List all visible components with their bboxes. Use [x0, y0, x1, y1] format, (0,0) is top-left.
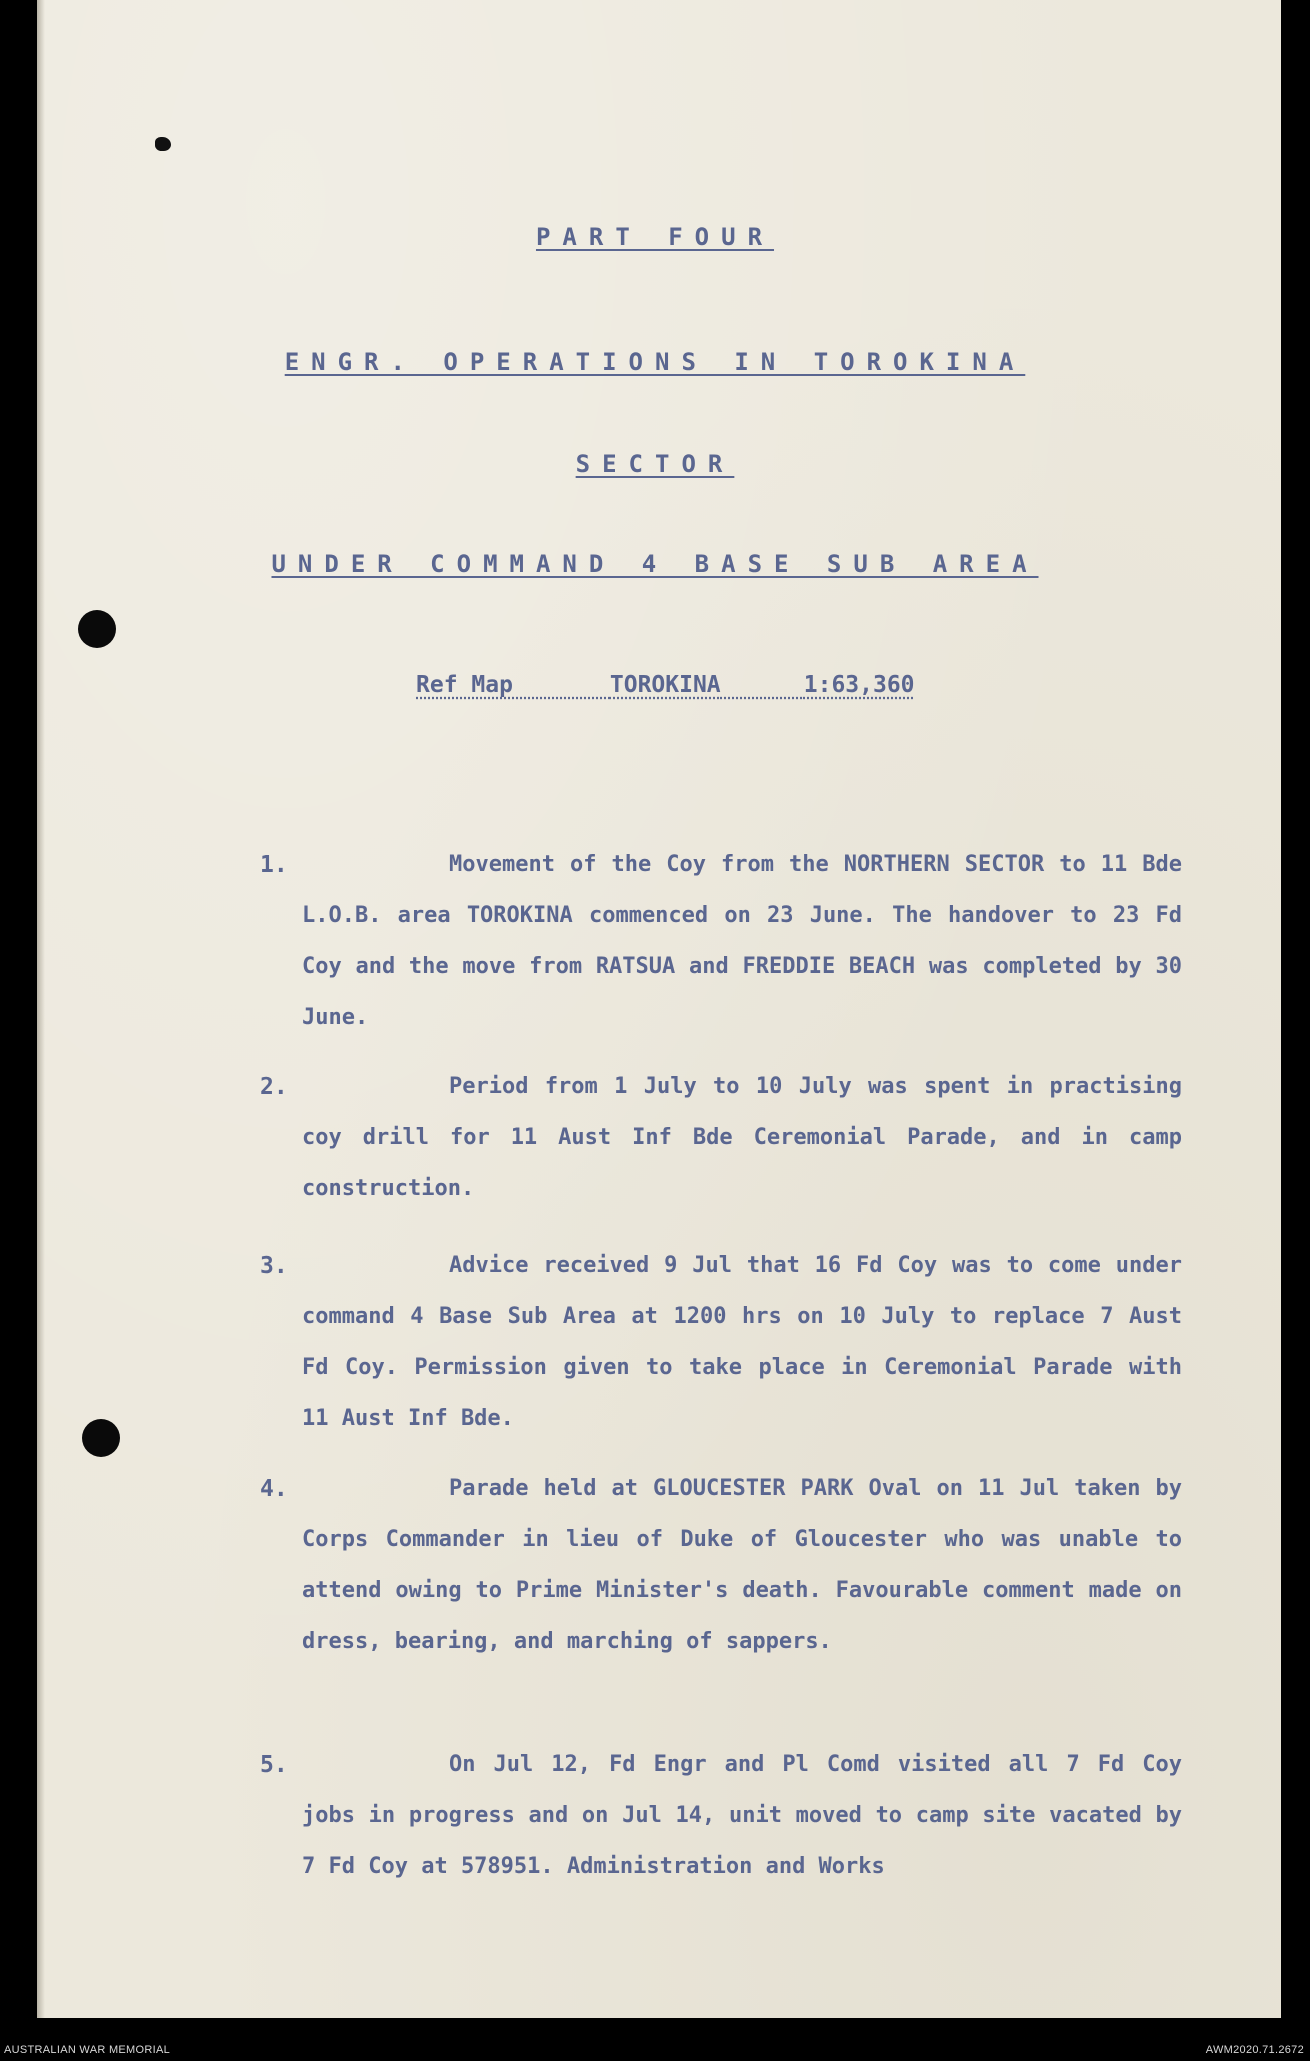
footer-credit: AUSTRALIAN WAR MEMORIAL	[4, 2044, 171, 2056]
ref-map-place: TOROKINA	[609, 672, 721, 698]
ref-map-scale: 1:63,360	[803, 672, 915, 698]
punch-hole-bottom	[82, 1419, 120, 1457]
footer-accession-number: AWM2020.71.2672	[1205, 2044, 1304, 2056]
heading-operations: ENGR. OPERATIONS IN TOROKINA	[284, 348, 1026, 376]
paragraph-text: Advice received 9 Jul that 16 Fd Coy was to come under command 4 Base Sub Area at 1200 hrs on 10 July to replace 7 Aust Fd Coy. Permission given to take place in Ceremonial Parade with 11 Aust Inf Bde.	[302, 1253, 1182, 1431]
heading-command: UNDER COMMAND 4 BASE SUB AREA	[271, 550, 1039, 578]
heading-sector: SECTOR	[575, 450, 735, 478]
punch-hole-top	[78, 610, 116, 648]
paragraph-text: Parade held at GLOUCESTER PARK Oval on 11 Jul taken by Corps Commander in lieu of Duke of Gloucester who was unable to attend owing to Prime Minister's death. Favourable comment made on dress, bearing, and marching of sappers.	[302, 1476, 1182, 1654]
paragraph-number: 5.	[260, 1752, 288, 1778]
paragraph-number: 1.	[260, 852, 288, 878]
paper-speck	[155, 137, 171, 151]
paragraph-text: Movement of the Coy from the NORTHERN SECTOR to 11 Bde L.O.B. area TOROKINA commenced on 23 June. The handover to 23 Fd Coy and the move from RATSUA and FREDDIE BEACH was completed by 30 June.	[302, 852, 1182, 1030]
ref-map-line	[416, 672, 915, 698]
ref-map-label: Ref Map	[416, 672, 513, 698]
paragraph-text: On Jul 12, Fd Engr and Pl Comd visited all 7 Fd Coy jobs in progress and on Jul 14, unit moved to camp site vacated by 7 Fd Coy at 578951. Administration and Works	[302, 1752, 1182, 1879]
paragraph-number: 3.	[260, 1253, 288, 1279]
heading-part: PART FOUR	[535, 223, 775, 251]
paragraph-text: Period from 1 July to 10 July was spent in practising coy drill for 11 Aust Inf Bde Ceremonial Parade, and in camp construction.	[302, 1074, 1182, 1201]
paragraph-number: 4.	[260, 1476, 288, 1502]
paper-edge-shadow	[37, 0, 45, 2018]
paragraph-number: 2.	[260, 1074, 288, 1100]
